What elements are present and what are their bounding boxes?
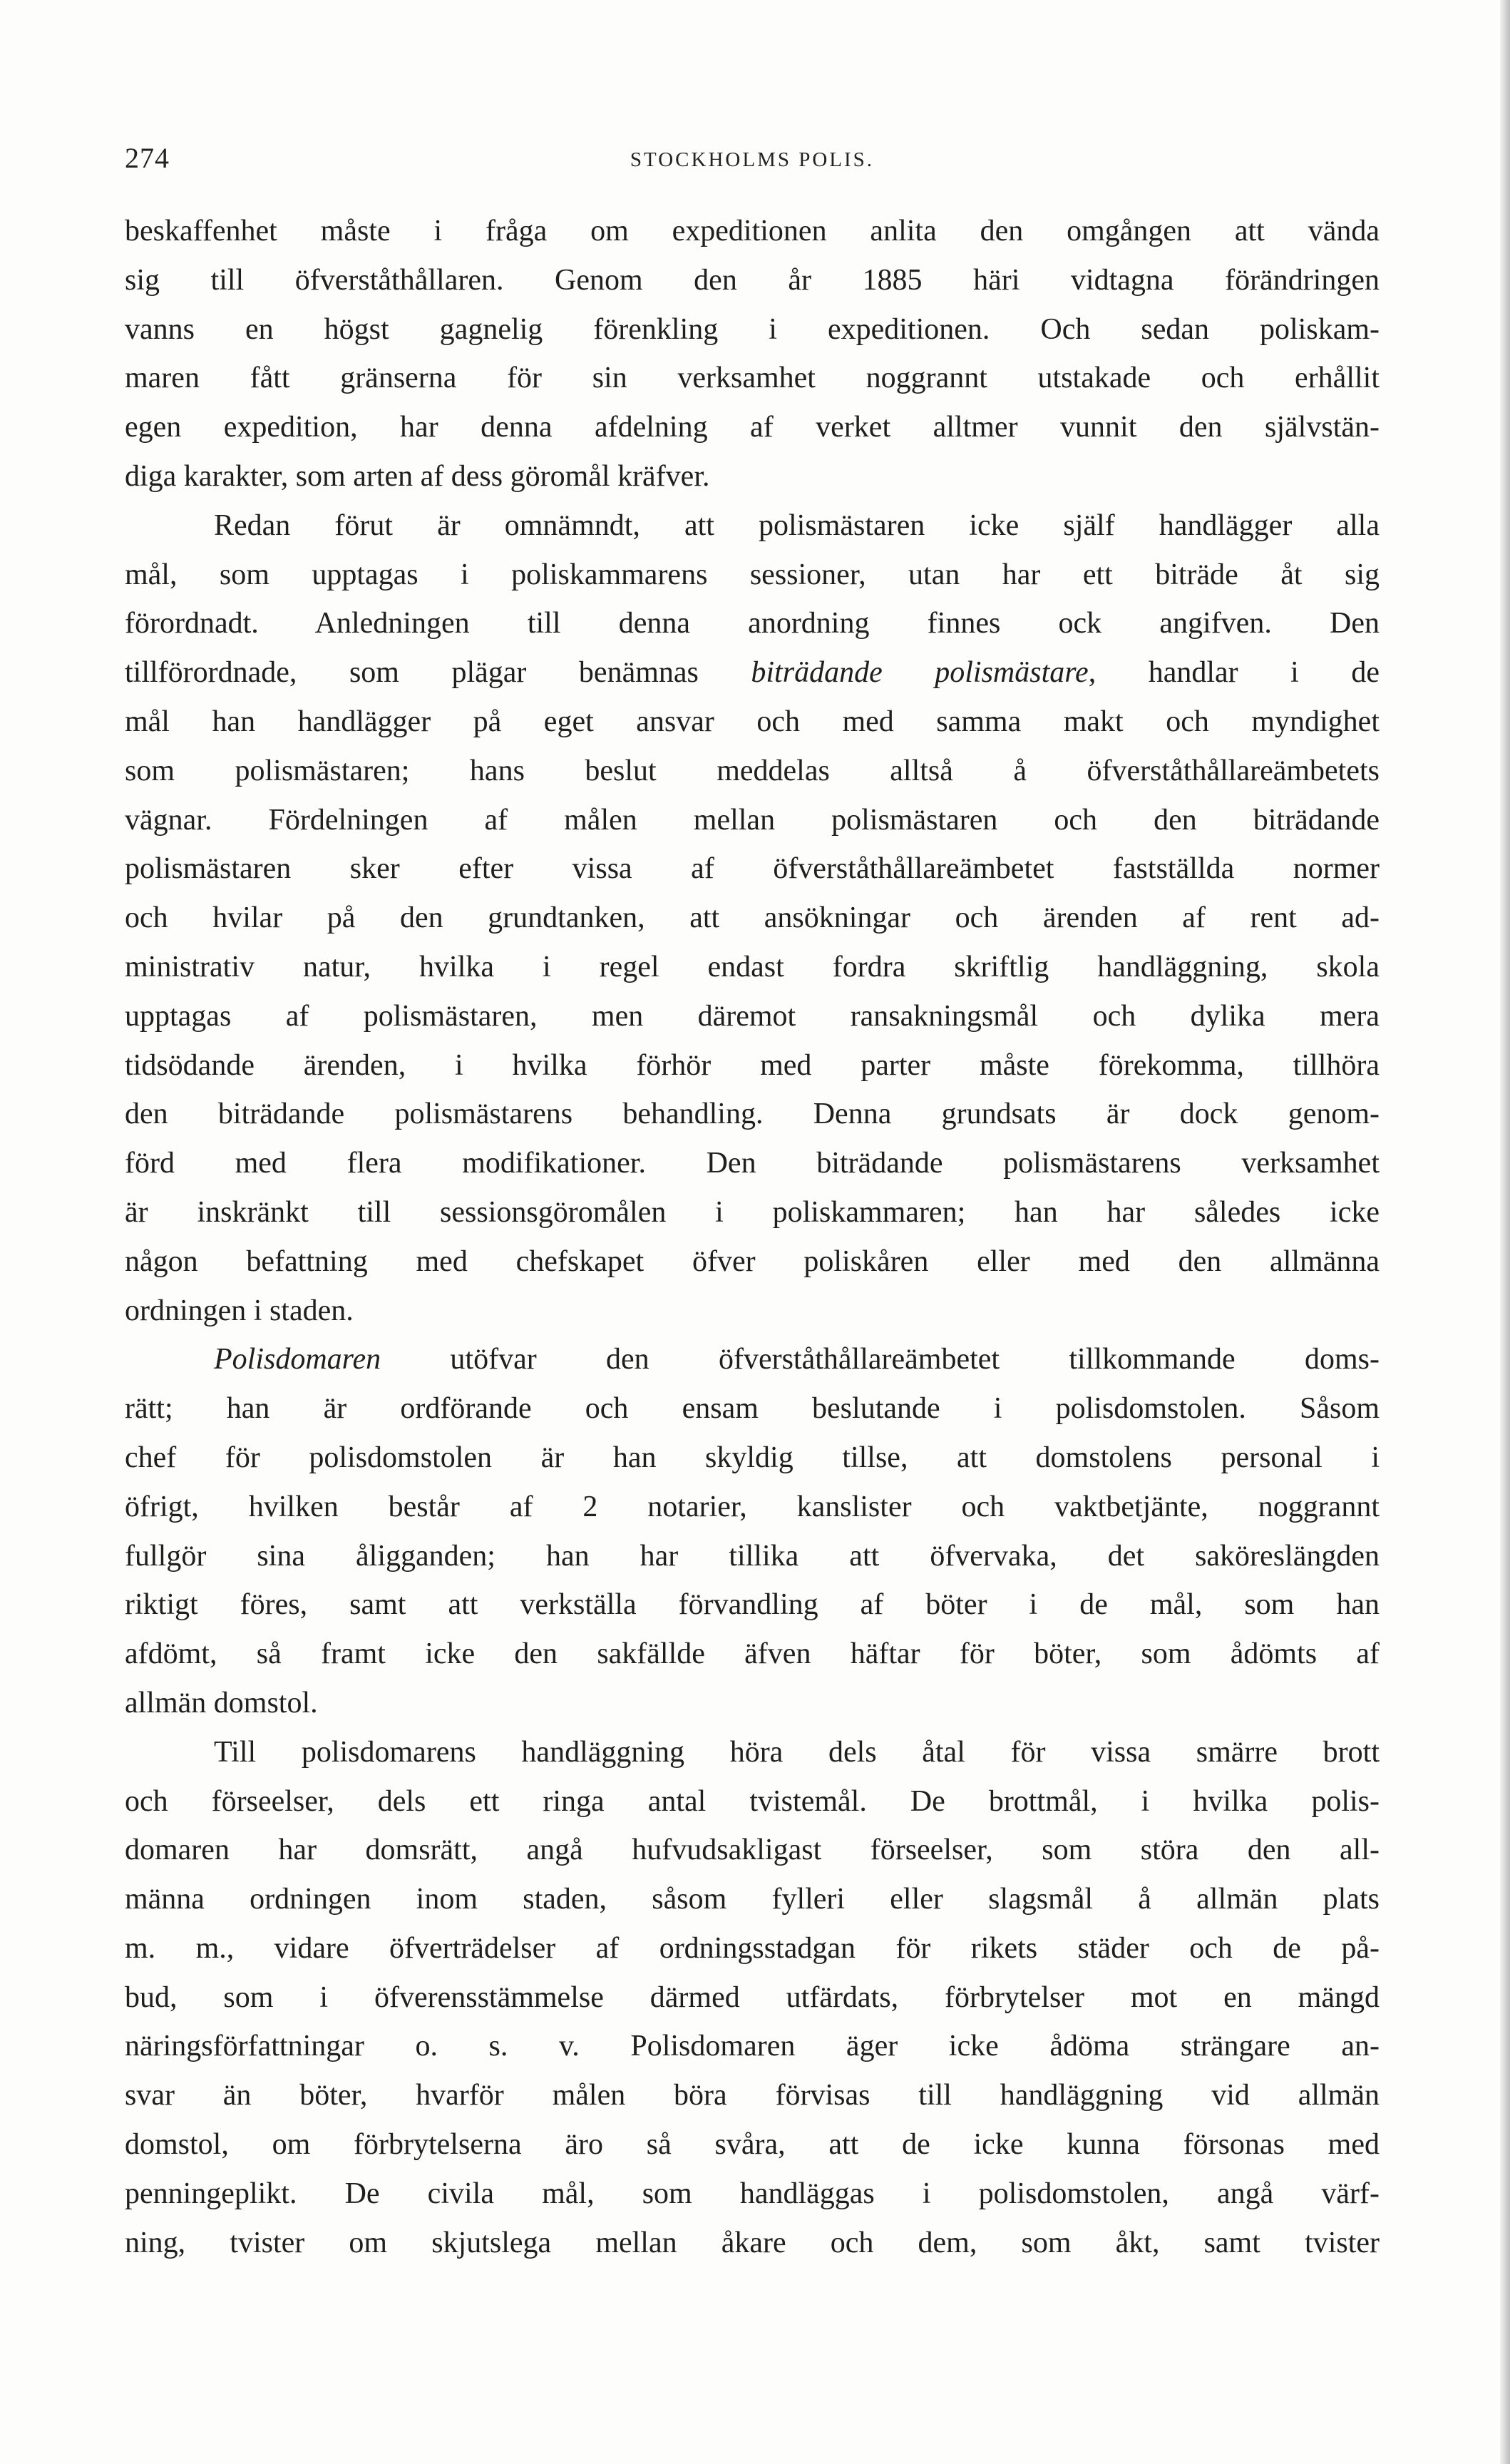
text-line: Till polisdomarens handläggning höra dels åtal för vissa smärre brott [214,1735,1380,1769]
text-line: ning, tvister om skjutslega mellan åkare och dem, som åkt, samt tvister [125,2226,1380,2259]
text-line: någon befattning med chefskapet öfver poliskåren eller med den allmänna [125,1244,1380,1278]
emphasized-term: Polisdomaren [214,1343,381,1376]
text-line: och hvilar på den grundtanken, att ansökningar och ärenden af rent ad- [125,901,1380,935]
text-line: domaren har domsrätt, angå hufvudsakligast förseelser, som störa den all- [125,1834,1380,1867]
text-line: männa ordningen inom staden, såsom fylleri eller slagsmål å allmän plats [125,1883,1380,1916]
text-segment: tillförordnade, som plägar benämnas [125,656,751,690]
text-line: sig till öfverståthållaren. Genom den år 1885 häri vidtagna förändringen [125,263,1380,297]
text-line: mål, som upptagas i poliskammarens sessioner, utan har ett biträde åt sig [125,558,1380,591]
page-number: 274 [125,142,170,174]
text-line: och förseelser, dels ett ringa antal tvistemål. De brottmål, i hvilka polis- [125,1784,1380,1818]
running-head [125,141,1380,177]
text-line: domstol, om förbrytelserna äro så svåra, att de icke kunna försonas med [125,2128,1380,2162]
text-line: fullgör sina åligganden; han har tillika att öfvervaka, det saköreslängden [125,1539,1380,1573]
text-line: rätt; han är ordförande och ensam beslutande i polisdomstolen. Såsom [125,1392,1380,1426]
page-edge-shadow [1500,0,1510,2464]
text-line: chef för polisdomstolen är han skyldig tillse, att domstolens personal i [125,1441,1380,1474]
text-line: maren fått gränserna för sin verksamhet noggrannt utstakade och erhållit [125,362,1380,395]
text-line [125,648,1380,697]
text-line: bud, som i öfverensstämmelse därmed utfärdats, förbrytelser mot en mängd [125,1980,1380,2014]
text-line [125,1335,1380,1384]
text-line: den biträdande polismästarens behandling. Denna grundsats är dock genom- [125,1098,1380,1131]
text-line: polismästaren sker efter vissa af öfverståthållareämbetet fastställda normer [125,852,1380,886]
text-line: allmän domstol. [125,1686,318,1719]
text-line: afdömt, så framt icke den sakfällde äfven häftar för böter, som ådömts af [125,1637,1380,1671]
text-line: m. m., vidare öfverträdelser af ordningsstadgan för rikets städer och de på- [125,1931,1380,1965]
text-line: egen expedition, har denna afdelning af verket alltmer vunnit den självstän- [125,411,1380,444]
emphasized-term: biträdande polismästare [751,656,1089,690]
running-title: STOCKHOLMS POLIS. [630,148,875,171]
text-line: förd med flera modifikationer. Den biträdande polismästarens verksamhet [125,1147,1380,1180]
text-line: näringsförfattningar o. s. v. Polisdomaren äger icke ådöma strängare an- [125,2030,1380,2063]
text-line: mål han handlägger på eget ansvar och med samma makt och myndighet [125,705,1380,738]
text-line: tidsödande ärenden, i hvilka förhör med parter måste förekomma, tillhöra [125,1048,1380,1082]
text-line: vanns en högst gagnelig förenkling i expeditionen. Och sedan poliskam- [125,312,1380,346]
text-line: diga karakter, som arten af dess göromål kräfver. [125,459,710,493]
text-line: vägnar. Fördelningen af målen mellan polismästaren och den biträdande [125,803,1380,837]
text-line: svar än böter, hvarför målen böra förvisas till handläggning vid allmän [125,2079,1380,2112]
text-segment: utöfvar den öfverståthållareämbetet tillkommande doms- [381,1343,1380,1376]
text-line: beskaffenhet måste i fråga om expeditionen anlita den omgången att vända [125,215,1380,247]
text-line: förordnadt. Anledningen till denna anordning finnes ock angifven. Den [125,607,1380,640]
text-line: som polismästaren; hans beslut meddelas alltså å öfverståthållareämbetets [125,754,1380,787]
text-segment: , handlar i de [1088,656,1380,690]
text-line: riktigt föres, samt att verkställa förvandling af böter i de mål, som han [125,1588,1380,1622]
body-text [125,207,1380,2267]
text-line: ministrativ natur, hvilka i regel endast fordra skriftlig handläggning, skola [125,950,1380,983]
text-line: upptagas af polismästaren, men däremot ransakningsmål och dylika mera [125,999,1380,1033]
text-line: Redan förut är omnämndt, att polismästaren icke själf handlägger alla [214,508,1380,542]
text-line: öfrigt, hvilken består af 2 notarier, kanslister och vaktbetjänte, noggrannt [125,1490,1380,1523]
text-line: är inskränkt till sessionsgöromålen i poliskammaren; han har således icke [125,1195,1380,1229]
text-line: ordningen i staden. [125,1294,354,1327]
text-line: penningeplikt. De civila mål, som handläggas i polisdomstolen, angå värf- [125,2177,1380,2210]
